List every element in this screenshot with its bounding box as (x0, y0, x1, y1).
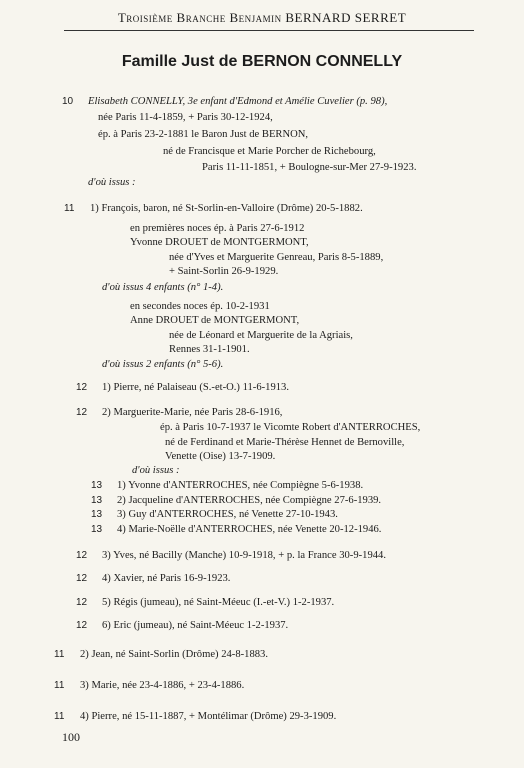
generation-number: 13 (91, 509, 103, 520)
running-head: Troisième Branche Benjamin BERNARD SERRET (117, 10, 407, 25)
entry-line: né de Ferdinand et Marie-Thérèse Hennet de Bernoville, (165, 437, 405, 448)
entry-line: 6) Eric (jumeau), né Saint-Méeuc 1-2-1937. (102, 620, 289, 631)
entry-line: née Paris 11-4-1859, + Paris 30-12-1924, (98, 112, 273, 123)
generation-number: 11 (54, 649, 65, 660)
entry-line: ép. à Paris 10-7-1937 le Vicomte Robert d'ANTERROCHES, (160, 422, 421, 433)
entry-line: Anne DROUET de MONTGERMONT, (130, 315, 300, 326)
entry-line: en secondes noces ép. 10-2-1931 (130, 301, 270, 312)
entry-line: 1) Yvonne d'ANTERROCHES, née Compiègne 5-6-1938. (117, 480, 364, 491)
entry-line: 1) Pierre, né Palaiseau (S.-et-O.) 11-6-1913. (102, 382, 289, 393)
generation-number: 11 (54, 680, 65, 691)
entry-line: 4) Marie-Noëlle d'ANTERROCHES, née Venette 20-12-1946. (117, 524, 382, 535)
generation-number: 12 (76, 382, 88, 393)
entry-line: Paris 11-11-1851, + Boulogne-sur-Mer 27-9-1923. (202, 162, 417, 173)
entry-line: 2) Marguerite-Marie, née Paris 28-6-1916, (102, 407, 283, 418)
generation-number: 13 (91, 524, 103, 535)
page-number: 100 (62, 730, 80, 744)
entry-line: 4) Pierre, né 15-11-1887, + Montélimar (Drôme) 29-3-1909. (80, 711, 337, 722)
entry-line: 2) Jean, né Saint-Sorlin (Drôme) 24-8-1883. (80, 649, 268, 660)
entry-line: 5) Régis (jumeau), né Saint-Méeuc (I.-et-V.) 1-2-1937. (102, 597, 335, 608)
entry-line: 3) Yves, né Bacilly (Manche) 10-9-1918, + p. la France 30-9-1944. (102, 550, 386, 561)
entry-line: + Saint-Sorlin 26-9-1929. (169, 266, 279, 277)
header-rule (64, 30, 474, 31)
generation-number: 13 (91, 495, 103, 506)
generation-number: 11 (54, 711, 65, 722)
entry-line: née d'Yves et Marguerite Genreau, Paris 8-5-1889, (169, 252, 384, 263)
entry-line: né de Francisque et Marie Porcher de Richebourg, (163, 146, 376, 157)
entry-line: Elisabeth CONNELLY, 3e enfant d'Edmond et Amélie Cuvelier (p. 98), (88, 96, 388, 107)
entry-line: d'où issus 4 enfants (n° 1-4). (102, 282, 224, 293)
entry-line: Venette (Oise) 13-7-1909. (165, 451, 276, 462)
entry-line: d'où issus : (88, 177, 136, 188)
generation-number: 12 (76, 620, 88, 631)
entry-line: d'où issus 2 enfants (n° 5-6). (102, 359, 224, 370)
generation-number: 10 (62, 96, 74, 107)
entry-line: ép. à Paris 23-2-1881 le Baron Just de BERNON, (98, 129, 309, 140)
entry-line: 2) Jacqueline d'ANTERROCHES, née Compiègne 27-6-1939. (117, 495, 382, 506)
entry-line: 1) François, baron, né St-Sorlin-en-Valloire (Drôme) 20-5-1882. (90, 203, 363, 214)
entry-line: Rennes 31-1-1901. (169, 344, 250, 355)
generation-number: 12 (76, 550, 88, 561)
entry-line: d'où issus : (132, 465, 180, 476)
entry-line: 4) Xavier, né Paris 16-9-1923. (102, 573, 231, 584)
entry-line: née de Léonard et Marguerite de la Agriais, (169, 330, 353, 341)
family-title: Famille Just de BERNON CONNELLY (121, 53, 403, 70)
entry-line: en premières noces ép. à Paris 27-6-1912 (130, 223, 305, 234)
generation-number: 12 (76, 407, 88, 418)
generation-number: 13 (91, 480, 103, 491)
generation-number: 12 (76, 573, 88, 584)
entry-line: Yvonne DROUET de MONTGERMONT, (130, 237, 309, 248)
generation-number: 11 (64, 203, 75, 214)
generation-number: 12 (76, 597, 88, 608)
entry-line: 3) Guy d'ANTERROCHES, né Venette 27-10-1943. (117, 509, 338, 520)
entry-line: 3) Marie, née 23-4-1886, + 23-4-1886. (80, 680, 245, 691)
